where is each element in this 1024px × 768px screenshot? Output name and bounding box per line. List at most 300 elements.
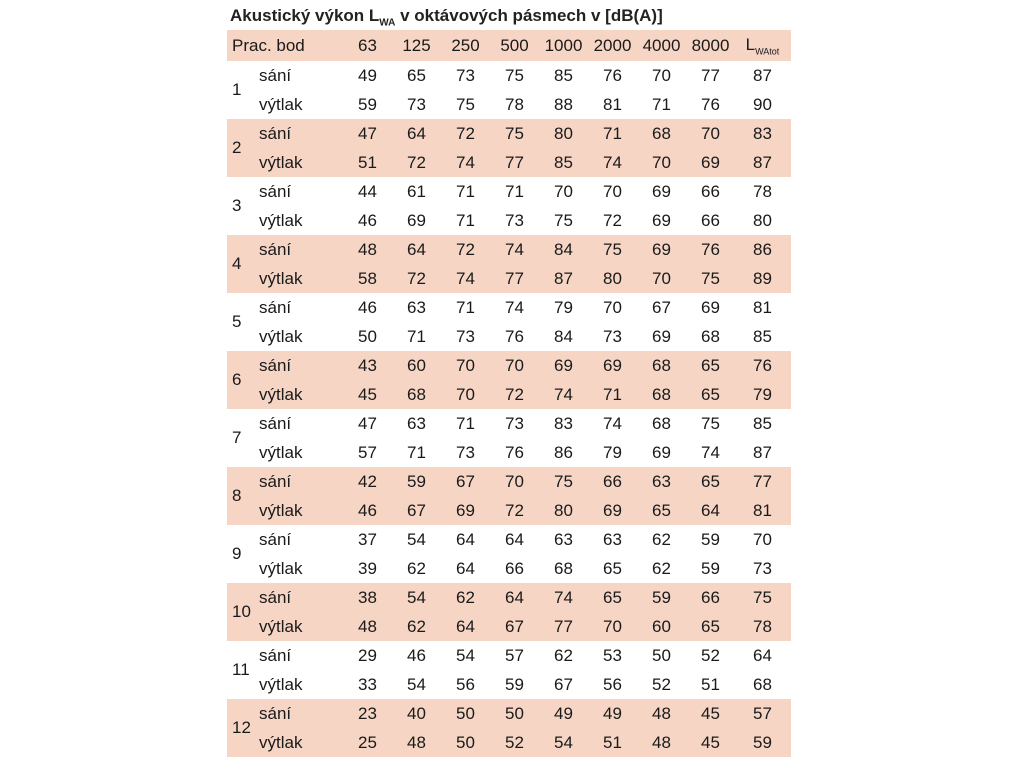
table-row-intake [227, 699, 791, 728]
row-label: výtlak [259, 732, 303, 752]
cell-value: 51 [603, 732, 622, 752]
cell-value: 74 [456, 268, 475, 288]
operating-point-group [227, 583, 791, 641]
cell-value: 60 [652, 616, 671, 636]
row-label: výtlak [259, 94, 303, 114]
cell-value: 79 [603, 442, 622, 462]
cell-value: 73 [505, 413, 524, 433]
cell-total: 78 [753, 181, 772, 201]
cell-value: 76 [505, 442, 524, 462]
cell-value: 70 [701, 123, 720, 143]
cell-value: 52 [652, 674, 671, 694]
row-label: sání [259, 587, 292, 607]
operating-point-number: 8 [232, 486, 242, 505]
header-band: 4000 [642, 35, 681, 55]
cell-value: 67 [505, 616, 524, 636]
cell-total: 87 [753, 442, 772, 462]
cell-value: 69 [701, 297, 720, 317]
header-band: 1000 [544, 35, 583, 55]
header-band: 500 [500, 35, 529, 55]
table-row-intake [227, 583, 791, 612]
cell-value: 68 [407, 384, 426, 404]
row-label: výtlak [259, 442, 303, 462]
cell-value: 64 [456, 616, 475, 636]
cell-value: 69 [603, 355, 622, 375]
cell-value: 80 [554, 123, 573, 143]
table-row-intake [227, 351, 791, 380]
cell-value: 46 [358, 297, 377, 317]
cell-value: 48 [358, 616, 377, 636]
cell-value: 71 [456, 297, 475, 317]
cell-value: 40 [407, 703, 426, 723]
cell-value: 77 [505, 152, 524, 172]
cell-value: 49 [358, 65, 377, 85]
cell-value: 45 [701, 732, 720, 752]
cell-total: 90 [753, 94, 772, 114]
cell-value: 73 [456, 65, 475, 85]
table-row-exhaust [227, 148, 791, 177]
title-prefix: Akustický výkon L [230, 6, 380, 25]
table-row-intake [227, 293, 791, 322]
cell-value: 75 [505, 123, 524, 143]
header-band: 250 [451, 35, 480, 55]
cell-value: 54 [554, 732, 573, 752]
cell-value: 87 [554, 268, 573, 288]
cell-value: 69 [407, 210, 426, 230]
cell-total: 85 [753, 326, 772, 346]
table-row-intake [227, 235, 791, 264]
cell-value: 59 [652, 587, 671, 607]
row-label: sání [259, 123, 292, 143]
cell-value: 58 [358, 268, 377, 288]
table-body [227, 61, 791, 757]
cell-total: 75 [753, 587, 772, 607]
cell-value: 72 [505, 500, 524, 520]
operating-point-group [227, 409, 791, 467]
cell-value: 74 [554, 384, 573, 404]
cell-value: 52 [505, 732, 524, 752]
row-label: výtlak [259, 616, 303, 636]
header-band: 125 [402, 35, 431, 55]
cell-value: 65 [701, 471, 720, 491]
cell-value: 62 [456, 587, 475, 607]
cell-value: 76 [701, 239, 720, 259]
row-label: sání [259, 239, 292, 259]
cell-value: 75 [505, 65, 524, 85]
cell-value: 74 [554, 587, 573, 607]
cell-total: 85 [753, 413, 772, 433]
row-label: sání [259, 297, 292, 317]
operating-point-group [227, 699, 791, 757]
cell-value: 74 [505, 239, 524, 259]
operating-point-number: 1 [232, 80, 242, 99]
operating-point-number: 12 [232, 718, 251, 737]
operating-point-group [227, 235, 791, 293]
cell-value: 74 [603, 413, 622, 433]
cell-value: 64 [701, 500, 720, 520]
cell-total: 57 [753, 703, 772, 723]
cell-value: 45 [701, 703, 720, 723]
cell-value: 68 [652, 123, 671, 143]
cell-value: 73 [603, 326, 622, 346]
cell-value: 78 [505, 94, 524, 114]
cell-value: 57 [505, 645, 524, 665]
operating-point-group [227, 177, 791, 235]
cell-value: 63 [407, 413, 426, 433]
cell-value: 45 [358, 384, 377, 404]
cell-value: 83 [554, 413, 573, 433]
operating-point-number: 2 [232, 138, 242, 157]
cell-value: 56 [603, 674, 622, 694]
header-band: 2000 [593, 35, 632, 55]
cell-value: 47 [358, 413, 377, 433]
table-title [230, 6, 663, 28]
cell-value: 71 [407, 442, 426, 462]
cell-value: 74 [456, 152, 475, 172]
cell-value: 68 [554, 558, 573, 578]
cell-value: 62 [554, 645, 573, 665]
table-row-exhaust [227, 206, 791, 235]
cell-value: 66 [701, 210, 720, 230]
cell-total: 78 [753, 616, 772, 636]
cell-value: 59 [358, 94, 377, 114]
cell-value: 81 [603, 94, 622, 114]
cell-value: 64 [505, 529, 524, 549]
cell-value: 69 [554, 355, 573, 375]
operating-point-number: 3 [232, 196, 242, 215]
cell-value: 46 [358, 210, 377, 230]
table-row-intake [227, 467, 791, 496]
cell-value: 71 [505, 181, 524, 201]
cell-total: 79 [753, 384, 772, 404]
cell-value: 48 [652, 732, 671, 752]
cell-value: 57 [358, 442, 377, 462]
title-suffix: v oktávových pásmech v [dB(A)] [395, 6, 663, 25]
cell-value: 67 [652, 297, 671, 317]
sound-power-table [227, 30, 791, 757]
cell-value: 70 [603, 616, 622, 636]
cell-total: 86 [753, 239, 772, 259]
cell-value: 70 [652, 152, 671, 172]
cell-value: 70 [652, 65, 671, 85]
cell-value: 59 [505, 674, 524, 694]
row-label: výtlak [259, 152, 303, 172]
cell-value: 72 [505, 384, 524, 404]
cell-value: 75 [554, 471, 573, 491]
cell-value: 66 [701, 587, 720, 607]
cell-value: 72 [603, 210, 622, 230]
header-band: 8000 [691, 35, 730, 55]
cell-value: 69 [701, 152, 720, 172]
row-label: výtlak [259, 674, 303, 694]
cell-value: 67 [456, 471, 475, 491]
row-label: sání [259, 529, 292, 549]
cell-value: 71 [652, 94, 671, 114]
cell-value: 64 [456, 529, 475, 549]
row-label: sání [259, 645, 292, 665]
operating-point-group [227, 641, 791, 699]
cell-value: 70 [603, 297, 622, 317]
cell-value: 79 [554, 297, 573, 317]
cell-value: 74 [603, 152, 622, 172]
cell-value: 74 [701, 442, 720, 462]
cell-value: 71 [603, 384, 622, 404]
cell-value: 62 [407, 558, 426, 578]
header-total [735, 35, 790, 56]
cell-value: 75 [701, 413, 720, 433]
cell-total: 76 [753, 355, 772, 375]
cell-value: 54 [407, 529, 426, 549]
cell-value: 65 [603, 558, 622, 578]
operating-point-number: 11 [232, 660, 250, 679]
cell-value: 68 [701, 326, 720, 346]
operating-point-number: 4 [232, 254, 242, 273]
header-band: 63 [358, 35, 377, 55]
cell-value: 48 [407, 732, 426, 752]
cell-total: 77 [753, 471, 772, 491]
operating-point-number: 10 [232, 602, 251, 621]
table-row-intake [227, 409, 791, 438]
cell-value: 77 [701, 65, 720, 85]
cell-total: 68 [753, 674, 772, 694]
cell-value: 69 [652, 181, 671, 201]
cell-value: 74 [505, 297, 524, 317]
cell-value: 69 [652, 326, 671, 346]
cell-value: 65 [701, 616, 720, 636]
cell-value: 66 [701, 181, 720, 201]
cell-value: 63 [652, 471, 671, 491]
table-row-exhaust [227, 90, 791, 119]
cell-value: 65 [603, 587, 622, 607]
row-label: výtlak [259, 384, 303, 404]
cell-value: 76 [603, 65, 622, 85]
operating-point-number: 5 [232, 312, 242, 331]
cell-total: 87 [753, 65, 772, 85]
row-label: sání [259, 65, 292, 85]
cell-value: 66 [603, 471, 622, 491]
cell-value: 63 [407, 297, 426, 317]
cell-value: 69 [652, 239, 671, 259]
cell-value: 62 [407, 616, 426, 636]
cell-value: 70 [603, 181, 622, 201]
cell-total: 87 [753, 152, 772, 172]
cell-value: 64 [505, 587, 524, 607]
cell-value: 62 [652, 529, 671, 549]
cell-value: 39 [358, 558, 377, 578]
cell-value: 29 [358, 645, 377, 665]
table-row-intake [227, 525, 791, 554]
cell-value: 44 [358, 181, 377, 201]
cell-value: 52 [701, 645, 720, 665]
cell-value: 71 [456, 210, 475, 230]
cell-value: 50 [358, 326, 377, 346]
row-label: výtlak [259, 268, 303, 288]
cell-value: 33 [358, 674, 377, 694]
cell-value: 70 [554, 181, 573, 201]
cell-value: 63 [603, 529, 622, 549]
table-row-exhaust [227, 380, 791, 409]
cell-value: 50 [456, 703, 475, 723]
cell-value: 70 [456, 355, 475, 375]
cell-value: 59 [407, 471, 426, 491]
cell-value: 68 [652, 384, 671, 404]
operating-point-group [227, 467, 791, 525]
cell-value: 76 [701, 94, 720, 114]
operating-point-group [227, 351, 791, 409]
cell-value: 71 [456, 413, 475, 433]
cell-value: 88 [554, 94, 573, 114]
cell-value: 65 [652, 500, 671, 520]
cell-total: 81 [753, 500, 772, 520]
cell-value: 85 [554, 152, 573, 172]
cell-value: 65 [407, 65, 426, 85]
cell-value: 73 [407, 94, 426, 114]
row-label: sání [259, 471, 292, 491]
cell-value: 47 [358, 123, 377, 143]
cell-value: 59 [701, 558, 720, 578]
table-row-exhaust [227, 612, 791, 641]
row-label: sání [259, 703, 292, 723]
cell-value: 37 [358, 529, 377, 549]
operating-point-number: 9 [232, 544, 242, 563]
cell-value: 86 [554, 442, 573, 462]
row-label: výtlak [259, 558, 303, 578]
cell-value: 76 [505, 326, 524, 346]
cell-value: 65 [701, 355, 720, 375]
table-row-exhaust [227, 496, 791, 525]
table-row-exhaust [227, 264, 791, 293]
cell-value: 70 [652, 268, 671, 288]
cell-value: 23 [358, 703, 377, 723]
cell-value: 71 [407, 326, 426, 346]
title-subscript: WA [379, 17, 396, 29]
operating-point-group [227, 525, 791, 583]
cell-total: 83 [753, 123, 772, 143]
row-label: sání [259, 413, 292, 433]
cell-value: 72 [456, 123, 475, 143]
cell-value: 77 [505, 268, 524, 288]
cell-value: 50 [505, 703, 524, 723]
cell-total: 64 [753, 645, 772, 665]
cell-value: 72 [456, 239, 475, 259]
table-row-intake [227, 119, 791, 148]
cell-value: 70 [456, 384, 475, 404]
cell-value: 72 [407, 268, 426, 288]
header-total-main: L [745, 34, 756, 54]
cell-value: 61 [407, 181, 426, 201]
cell-value: 73 [505, 210, 524, 230]
table-row-intake [227, 61, 791, 90]
cell-value: 43 [358, 355, 377, 375]
cell-value: 69 [603, 500, 622, 520]
cell-value: 51 [701, 674, 720, 694]
cell-value: 67 [407, 500, 426, 520]
cell-value: 38 [358, 587, 377, 607]
cell-value: 49 [554, 703, 573, 723]
cell-total: 70 [753, 529, 772, 549]
cell-value: 66 [505, 558, 524, 578]
cell-value: 42 [358, 471, 377, 491]
cell-value: 73 [456, 442, 475, 462]
table-row-exhaust [227, 670, 791, 699]
row-label: výtlak [259, 210, 303, 230]
operating-point-group [227, 119, 791, 177]
cell-value: 75 [554, 210, 573, 230]
cell-value: 69 [652, 210, 671, 230]
cell-value: 75 [456, 94, 475, 114]
operating-point-number: 7 [232, 428, 242, 447]
cell-value: 59 [701, 529, 720, 549]
row-label: výtlak [259, 500, 303, 520]
cell-value: 80 [603, 268, 622, 288]
operating-point-number: 6 [232, 370, 242, 389]
cell-value: 72 [407, 152, 426, 172]
cell-value: 46 [358, 500, 377, 520]
cell-value: 62 [652, 558, 671, 578]
table-row-intake [227, 177, 791, 206]
table-row-exhaust [227, 554, 791, 583]
cell-value: 54 [407, 674, 426, 694]
cell-total: 59 [753, 732, 772, 752]
cell-value: 25 [358, 732, 377, 752]
cell-value: 56 [456, 674, 475, 694]
cell-value: 48 [652, 703, 671, 723]
cell-total: 73 [753, 558, 772, 578]
cell-value: 64 [407, 239, 426, 259]
cell-value: 75 [701, 268, 720, 288]
cell-value: 77 [554, 616, 573, 636]
cell-value: 69 [652, 442, 671, 462]
cell-value: 54 [456, 645, 475, 665]
cell-value: 46 [407, 645, 426, 665]
cell-value: 67 [554, 674, 573, 694]
table-row-intake [227, 641, 791, 670]
cell-value: 54 [407, 587, 426, 607]
cell-value: 71 [603, 123, 622, 143]
cell-value: 50 [652, 645, 671, 665]
cell-value: 65 [701, 384, 720, 404]
cell-value: 68 [652, 355, 671, 375]
cell-value: 63 [554, 529, 573, 549]
cell-value: 85 [554, 65, 573, 85]
cell-value: 71 [456, 181, 475, 201]
row-label: sání [259, 355, 292, 375]
cell-value: 60 [407, 355, 426, 375]
cell-value: 80 [554, 500, 573, 520]
cell-value: 51 [358, 152, 377, 172]
table-header [227, 30, 791, 61]
cell-value: 75 [603, 239, 622, 259]
cell-value: 84 [554, 326, 573, 346]
table-row-exhaust [227, 728, 791, 757]
operating-point-group [227, 61, 791, 119]
header-total-sub: WAtot [755, 46, 780, 57]
header-operating-point: Prac. bod [232, 35, 305, 55]
cell-value: 64 [456, 558, 475, 578]
cell-value: 73 [456, 326, 475, 346]
operating-point-group [227, 293, 791, 351]
cell-value: 48 [358, 239, 377, 259]
cell-value: 68 [652, 413, 671, 433]
row-label: sání [259, 181, 292, 201]
cell-value: 70 [505, 471, 524, 491]
cell-total: 80 [753, 210, 772, 230]
row-label: výtlak [259, 326, 303, 346]
cell-total: 81 [753, 297, 772, 317]
cell-value: 49 [603, 703, 622, 723]
table-row-exhaust [227, 322, 791, 351]
cell-value: 53 [603, 645, 622, 665]
